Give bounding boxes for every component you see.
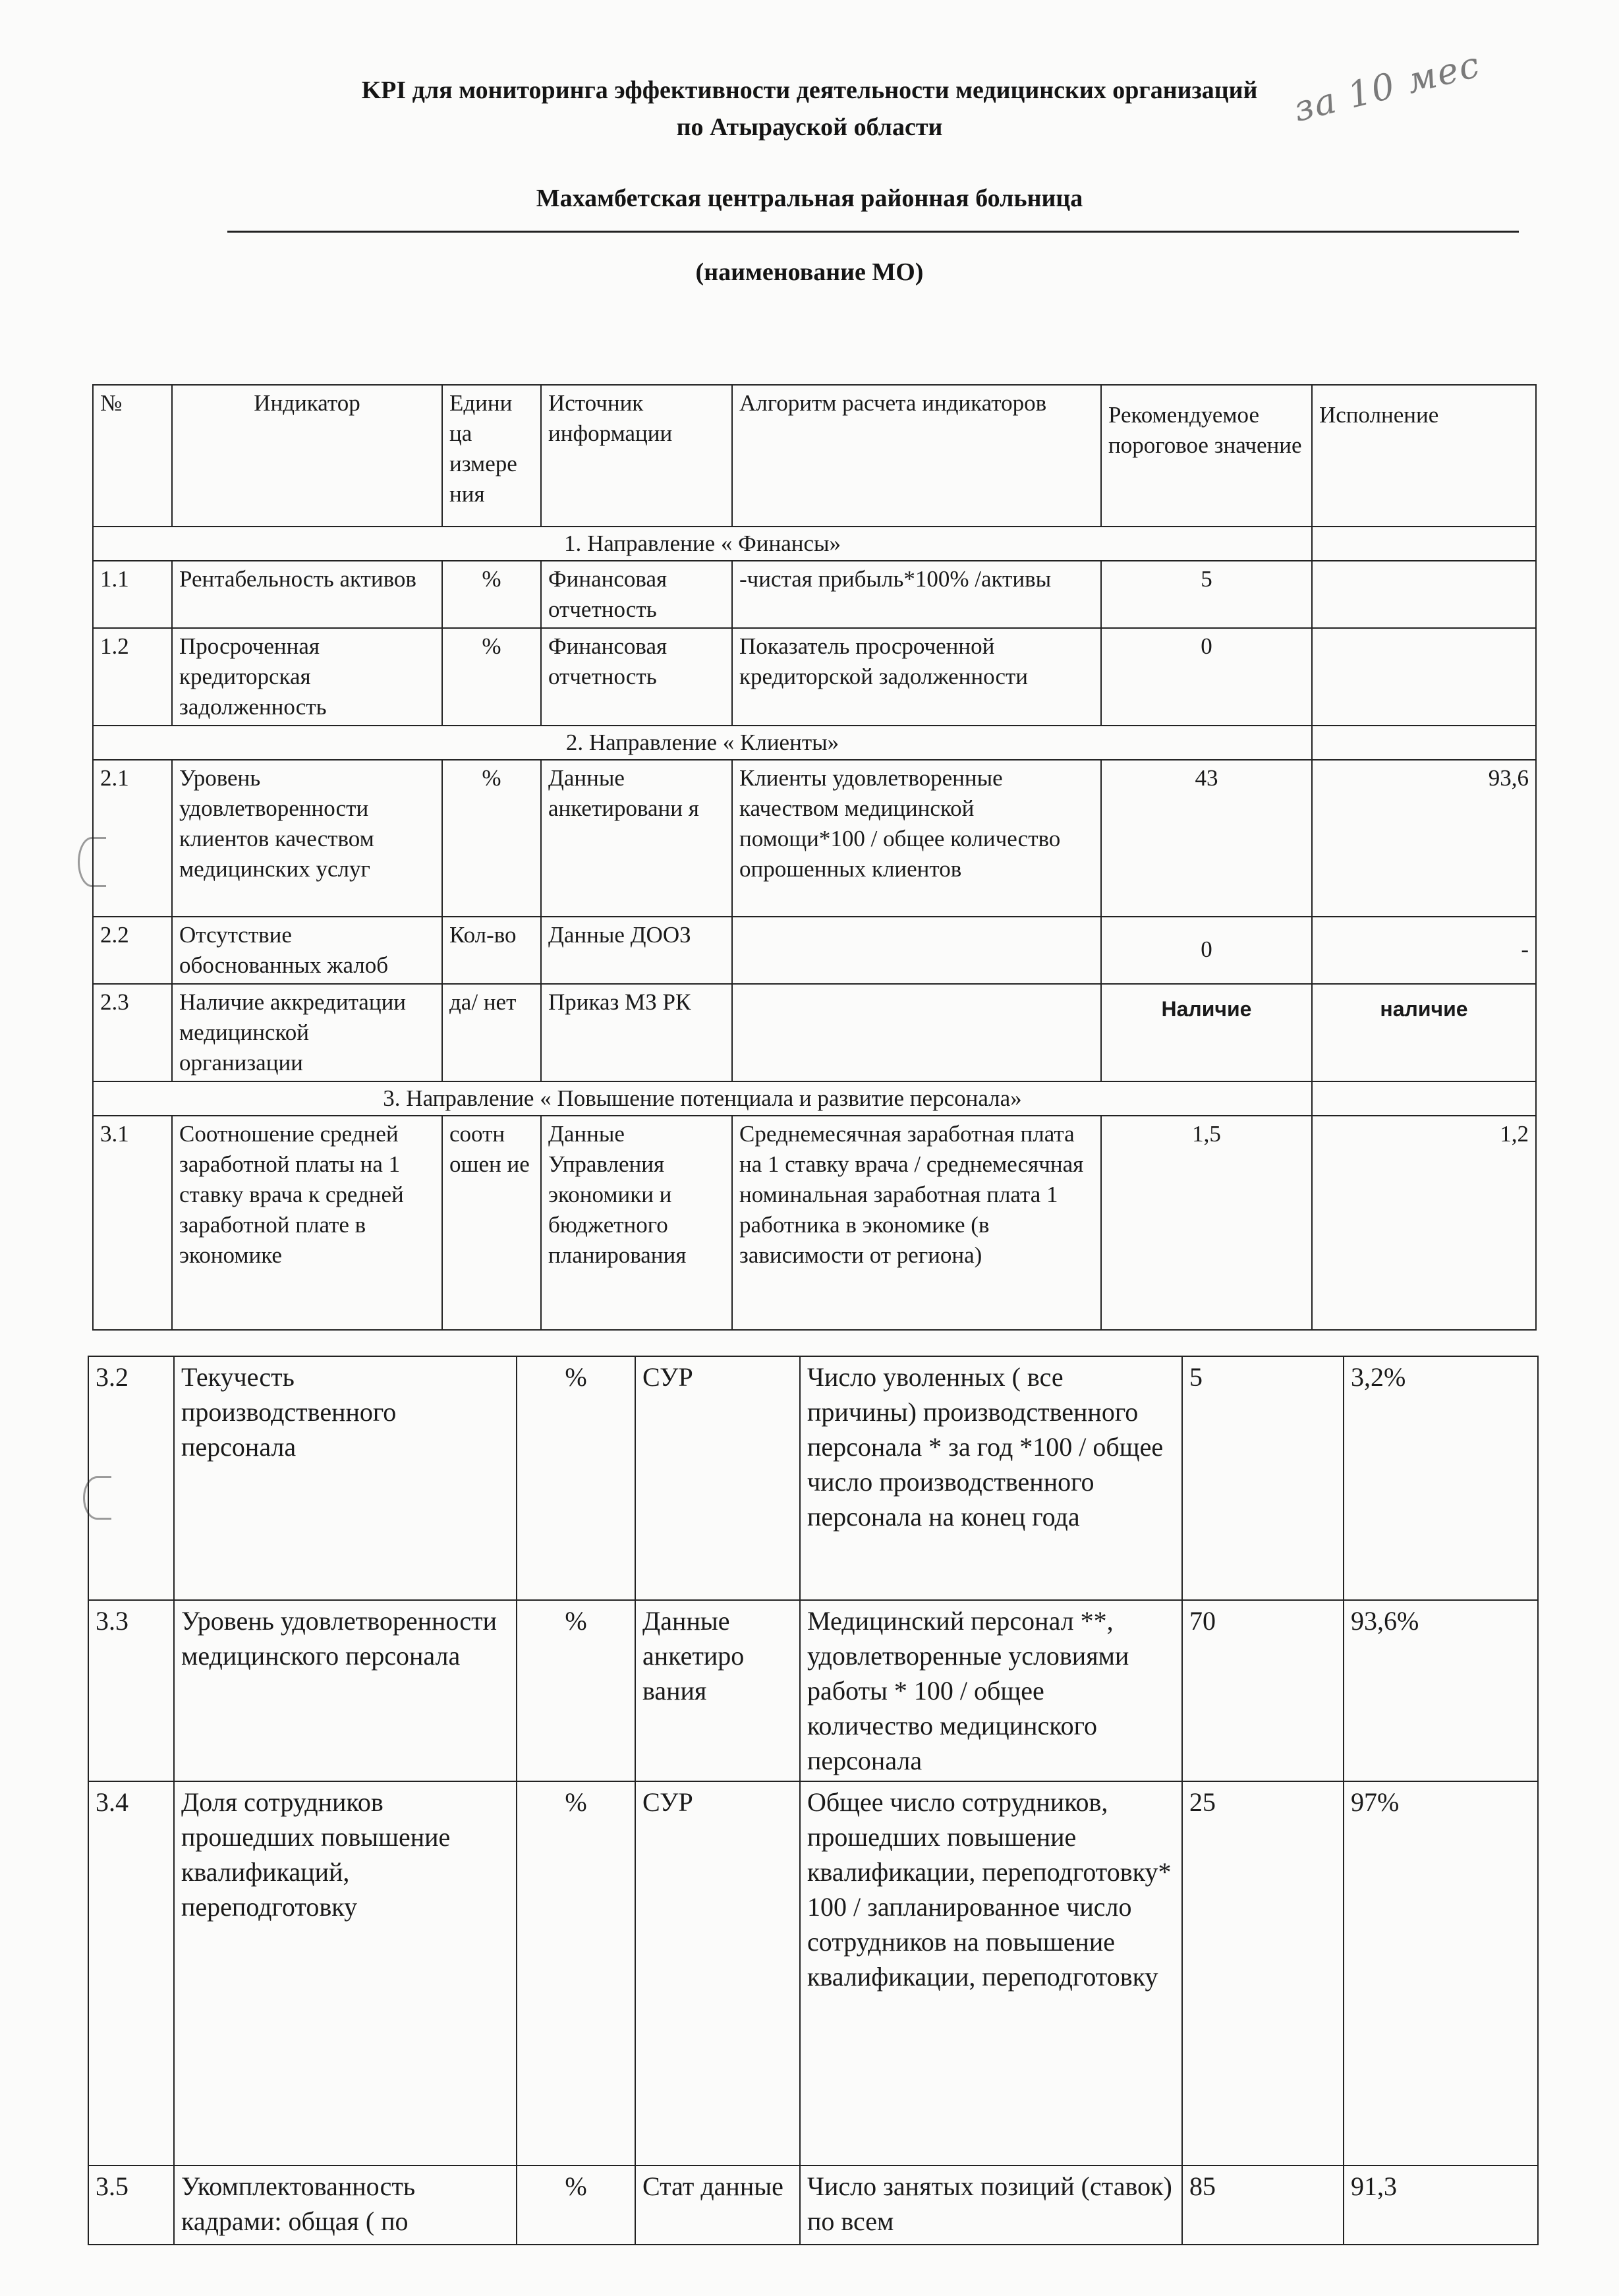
document-title-line2: по Атырауской области <box>676 113 943 141</box>
row-num: 1.1 <box>93 561 172 628</box>
row-threshold: 85 <box>1182 2166 1344 2245</box>
row-num: 3.1 <box>93 1116 172 1330</box>
row-algorithm <box>732 917 1101 984</box>
col-header-source: Источник информации <box>541 385 732 527</box>
row-algorithm: Показатель просроченной кредиторской задолженности <box>732 628 1101 726</box>
row-num: 3.3 <box>88 1600 174 1781</box>
row-result <box>1312 561 1536 628</box>
row-num: 2.1 <box>93 760 172 917</box>
col-header-threshold: Рекомендуемое пороговое значение <box>1101 385 1312 527</box>
row-indicator: Уровень удовлетворенности медицинского персонала <box>174 1600 517 1781</box>
row-num: 2.3 <box>93 984 172 1081</box>
row-algorithm: Число уволенных ( все причины) производственного персонала * за год *100 / общее число производственного персонала на конец года <box>800 1356 1182 1600</box>
row-source: Данные ДООЗ <box>541 917 732 984</box>
row-threshold: 0 <box>1101 628 1312 726</box>
row-num: 3.2 <box>88 1356 174 1600</box>
row-result: 3,2% <box>1344 1356 1538 1600</box>
row-num: 3.4 <box>88 1781 174 2166</box>
section-title: 3. Направление « Повышение потенциала и развитие персонала» <box>93 1081 1312 1116</box>
row-source: Финансовая отчетность <box>541 628 732 726</box>
row-unit: % <box>517 1781 635 2166</box>
row-algorithm: Клиенты удовлетворенные качеством медицинской помощи*100 / общее количество опрошенных клиентов <box>732 760 1101 917</box>
table-row <box>88 1356 1538 1600</box>
row-num: 1.2 <box>93 628 172 726</box>
table-row <box>93 561 1536 628</box>
row-unit: Кол-во <box>442 917 541 984</box>
col-header-result: Исполнение <box>1312 385 1536 527</box>
section-title: 1. Направление « Финансы» <box>93 527 1312 561</box>
row-indicator: Соотношение средней заработной платы на 1 ставку врача к средней заработной плате в экономике <box>172 1116 442 1330</box>
col-header-unit: Едини ца измере ния <box>442 385 541 527</box>
col-header-algorithm: Алгоритм расчета индикаторов <box>732 385 1101 527</box>
organization-name: Махамбетская центральная районная больница <box>536 185 1083 212</box>
row-source: Финансовая отчетность <box>541 561 732 628</box>
row-threshold: 0 <box>1101 917 1312 984</box>
kpi-table-page-part1 <box>92 384 1537 1331</box>
row-threshold: 5 <box>1101 561 1312 628</box>
row-algorithm: Общее число сотрудников, прошедших повышение квалификации, переподготовку* 100 / запланированное число сотрудников на повышение квалификации, переподготовку <box>800 1781 1182 2166</box>
row-indicator: Текучесть производственного персонала <box>174 1356 517 1600</box>
table-row <box>93 628 1536 726</box>
row-threshold: 25 <box>1182 1781 1344 2166</box>
row-indicator: Просроченная кредиторская задолженность <box>172 628 442 726</box>
row-threshold: Наличие <box>1101 984 1312 1081</box>
table-header-row <box>93 385 1536 527</box>
row-unit: % <box>517 1356 635 1600</box>
row-indicator: Рентабельность активов <box>172 561 442 628</box>
row-unit: % <box>442 561 541 628</box>
table-row <box>93 917 1536 984</box>
row-source: Данные анкетировани я <box>541 760 732 917</box>
row-source: Данные анкетиро вания <box>635 1600 800 1781</box>
row-result: 97% <box>1344 1781 1538 2166</box>
row-result: наличие <box>1312 984 1536 1081</box>
row-threshold: 5 <box>1182 1356 1344 1600</box>
row-result: 1,2 <box>1312 1116 1536 1330</box>
row-unit: % <box>517 2166 635 2245</box>
organization-underline <box>227 231 1519 233</box>
row-unit: % <box>442 628 541 726</box>
row-num: 3.5 <box>88 2166 174 2245</box>
row-unit: да/ нет <box>442 984 541 1081</box>
section-title: 2. Направление « Клиенты» <box>93 726 1312 760</box>
section-row <box>93 1081 1536 1116</box>
row-algorithm: Среднемесячная заработная плата на 1 ставку врача / среднемесячная номинальная заработная плата 1 работника в экономике (в зависимости от региона) <box>732 1116 1101 1330</box>
section-row <box>93 726 1536 760</box>
table-row <box>93 1116 1536 1330</box>
row-source: СУР <box>635 1781 800 2166</box>
row-threshold: 43 <box>1101 760 1312 917</box>
table-row <box>88 1600 1538 1781</box>
table-row <box>88 2166 1538 2245</box>
row-indicator: Уровень удовлетворенности клиентов качеством медицинских услуг <box>172 760 442 917</box>
col-header-indicator: Индикатор <box>172 385 442 527</box>
table-row <box>88 1781 1538 2166</box>
row-result: 91,3 <box>1344 2166 1538 2245</box>
row-source: Стат данные <box>635 2166 800 2245</box>
row-indicator: Укомплектованность кадрами: общая ( по <box>174 2166 517 2245</box>
row-result: 93,6% <box>1344 1600 1538 1781</box>
row-algorithm: Число занятых позиций (ставок) по всем <box>800 2166 1182 2245</box>
row-result <box>1312 628 1536 726</box>
section-row <box>93 527 1536 561</box>
row-source: Данные Управления экономики и бюджетного планирования <box>541 1116 732 1330</box>
col-header-num: № <box>93 385 172 527</box>
row-unit: % <box>517 1600 635 1781</box>
organization-caption: (наименование МО) <box>695 258 924 286</box>
row-result: 93,6 <box>1312 760 1536 917</box>
row-indicator: Доля сотрудников прошедших повышение квалификаций, переподготовку <box>174 1781 517 2166</box>
table-row <box>93 984 1536 1081</box>
row-source: Приказ МЗ РК <box>541 984 732 1081</box>
document-title-line1: KPI для мониторинга эффективности деятельности медицинских организаций <box>361 76 1258 104</box>
row-algorithm: -чистая прибыль*100% /активы <box>732 561 1101 628</box>
row-threshold: 1,5 <box>1101 1116 1312 1330</box>
handwritten-note: за 10 мес <box>1289 43 1485 130</box>
row-source: СУР <box>635 1356 800 1600</box>
row-unit: % <box>442 760 541 917</box>
row-threshold: 70 <box>1182 1600 1344 1781</box>
row-num: 2.2 <box>93 917 172 984</box>
row-indicator: Наличие аккредитации медицинской организации <box>172 984 442 1081</box>
table-row <box>93 760 1536 917</box>
row-algorithm <box>732 984 1101 1081</box>
row-algorithm: Медицинский персонал **, удовлетворенные условиями работы * 100 / общее количество медицинского персонала <box>800 1600 1182 1781</box>
kpi-table-page-part2 <box>88 1356 1539 2245</box>
row-indicator: Отсутствие обоснованных жалоб <box>172 917 442 984</box>
row-result: - <box>1312 917 1536 984</box>
row-unit: соотн ошен ие <box>442 1116 541 1330</box>
